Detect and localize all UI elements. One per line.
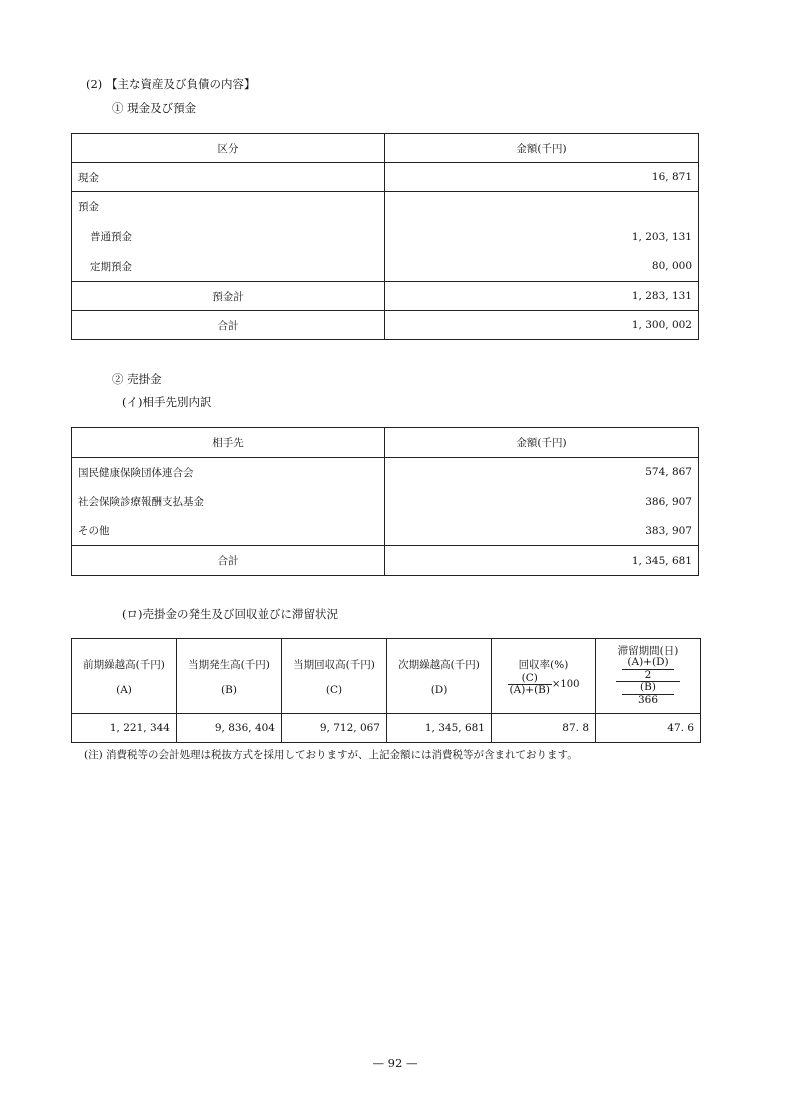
- col-rate-label: 回収率(%): [518, 658, 569, 671]
- value-c: 9, 712, 067: [282, 714, 387, 743]
- header-category: 区分: [72, 134, 385, 163]
- receivable-amount: 386, 907: [385, 487, 699, 517]
- value-b: 9, 836, 404: [177, 714, 282, 743]
- header-party: 相手先: [72, 428, 385, 458]
- deposit-total-label: 預金計: [72, 282, 385, 311]
- receivables-table: [71, 427, 699, 576]
- ordinary-deposit-label: 普通預金: [72, 222, 385, 252]
- deposits-value-empty: [385, 192, 699, 222]
- col-b-key: (B): [221, 683, 237, 696]
- col-d-label: 次期繰越高(千円): [398, 658, 480, 671]
- cash-deposits-table: [71, 133, 699, 340]
- deposit-total-value: 1, 283, 131: [385, 282, 699, 311]
- value-a: 1, 221, 344: [72, 714, 177, 743]
- receivable-amount: 383, 907: [385, 517, 699, 546]
- rate-multiplier: ×100: [552, 678, 580, 690]
- col-b-header: [177, 639, 282, 714]
- col-days-label: 滞留期間(日): [617, 644, 679, 657]
- col-a-header: [72, 639, 177, 714]
- fixed-deposit-label: 定期預金: [72, 252, 385, 282]
- days-den2: 366: [637, 693, 659, 706]
- row-cash-label: 現金: [72, 163, 385, 192]
- col-d-header: [387, 639, 492, 714]
- value-days: 47. 6: [596, 714, 701, 743]
- ordinary-deposit-value: 1, 203, 131: [385, 222, 699, 252]
- receivable-party: 社会保険診療報酬支払基金: [72, 487, 385, 517]
- rate-fraction: [508, 673, 552, 696]
- days-den1: (B): [622, 682, 674, 695]
- turnover-heading: (ロ)売掛金の発生及び回収並びに滞留状況: [122, 607, 338, 621]
- receivables-total-value: 1, 345, 681: [385, 546, 699, 576]
- receivables-total-label: 合計: [72, 546, 385, 576]
- receivable-party: その他: [72, 517, 385, 546]
- col-c-key: (C): [325, 683, 343, 696]
- value-d: 1, 345, 681: [387, 714, 492, 743]
- col-rate-header: [492, 639, 596, 714]
- receivable-party: 国民健康保険団体連合会: [72, 458, 385, 487]
- footnote: (注) 消費税等の会計処理は税抜方式を採用しておりますが、上記金額には消費税等が含まれております。: [84, 749, 578, 761]
- fixed-deposit-value: 80, 000: [385, 252, 699, 282]
- days-num2: 2: [616, 670, 680, 683]
- header-amount: 金額(千円): [385, 428, 699, 458]
- section-title: (2) 【主な資産及び負債の内容】: [86, 77, 256, 91]
- col-days-header: [596, 639, 701, 714]
- cash-total-value: 1, 300, 002: [385, 311, 699, 340]
- col-a-key: (A): [116, 683, 132, 696]
- col-c-label: 当期回収高(千円): [293, 658, 375, 671]
- receivables-subheading: (イ)相手先別内訳: [122, 395, 212, 409]
- days-num1: (A)+(D): [622, 657, 674, 670]
- cash-heading: ① 現金及び預金: [112, 101, 197, 115]
- receivables-heading: ② 売掛金: [112, 372, 162, 386]
- row-cash-value: 16, 871: [385, 163, 699, 192]
- rate-numerator: (C): [508, 673, 552, 685]
- rate-denominator: (A)+(B): [509, 683, 550, 696]
- turnover-table: [71, 638, 701, 743]
- value-rate: 87. 8: [492, 714, 596, 743]
- page-number: — 92 —: [372, 1056, 418, 1070]
- header-amount: 金額(千円): [385, 134, 699, 163]
- col-b-label: 当期発生高(千円): [188, 658, 270, 671]
- receivable-amount: 574, 867: [385, 458, 699, 487]
- col-c-header: [282, 639, 387, 714]
- col-d-key: (D): [430, 683, 448, 696]
- col-a-label: 前期繰越高(千円): [83, 658, 165, 671]
- deposits-label: 預金: [72, 192, 385, 222]
- cash-total-label: 合計: [72, 311, 385, 340]
